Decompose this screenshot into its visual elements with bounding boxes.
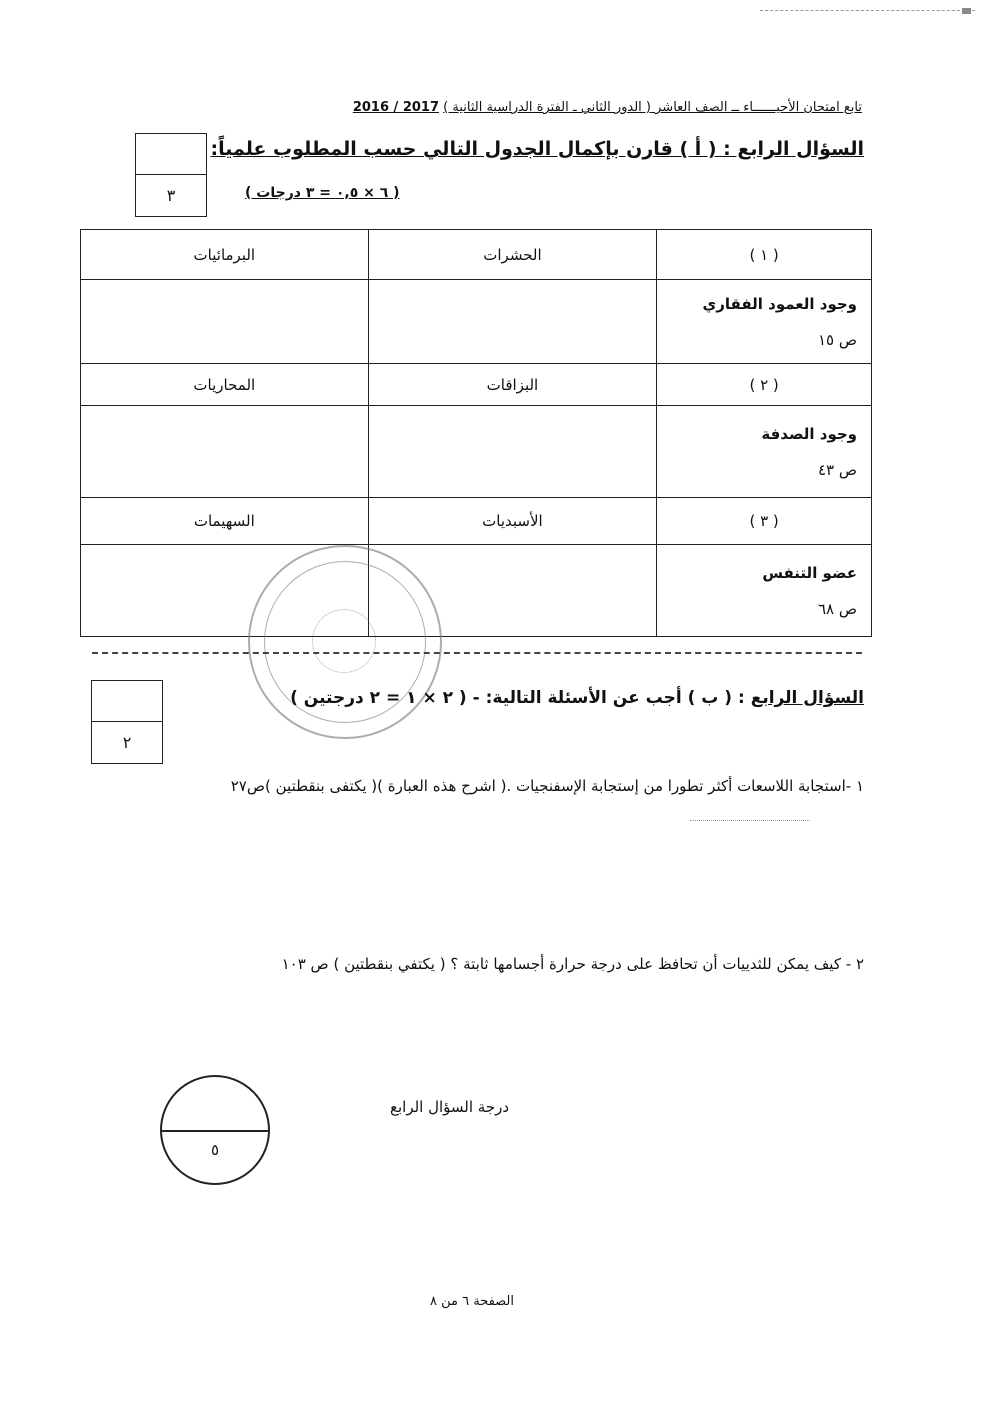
question-b-title-prefix: السؤال الرابع bbox=[750, 688, 864, 708]
grade-label: درجة السؤال الرابع bbox=[390, 1098, 510, 1116]
row-2-label: وجود الصدفة bbox=[761, 424, 857, 443]
row-3-label: عضو التنفس bbox=[762, 563, 857, 582]
score-box-a-blank bbox=[136, 134, 206, 175]
row-2-criterion bbox=[657, 406, 872, 498]
row-2-answer-col2[interactable] bbox=[81, 406, 369, 498]
row-1-col2: البرمائيات bbox=[81, 230, 369, 280]
row-3-number: ( ٣ ) bbox=[657, 498, 872, 545]
section-separator bbox=[92, 652, 862, 654]
row-2-answer-col1[interactable] bbox=[368, 406, 657, 498]
question-b-title bbox=[290, 688, 864, 708]
grade-circle bbox=[160, 1075, 270, 1185]
grade-circle-divider bbox=[162, 1130, 268, 1132]
comparison-table bbox=[80, 229, 872, 637]
table-row-header-1 bbox=[81, 230, 872, 280]
score-box-a-value: ٣ bbox=[166, 186, 176, 205]
page-number: الصفحة ٦ من ٨ bbox=[430, 1294, 515, 1309]
table-row-answer-1 bbox=[81, 280, 872, 364]
row-3-criterion bbox=[657, 545, 872, 637]
grade-total: ٥ bbox=[210, 1141, 220, 1159]
question-a-marks: ( ٦ × ٠,٥ = ٣ درجات ) bbox=[245, 185, 400, 201]
score-box-b-value: ٢ bbox=[122, 733, 132, 752]
row-1-answer-col1[interactable] bbox=[368, 280, 657, 364]
answer-line-faint bbox=[690, 820, 810, 821]
row-3-page: ص ٦٨ bbox=[817, 599, 857, 618]
table-row-answer-3 bbox=[81, 545, 872, 637]
row-1-page: ص ١٥ bbox=[817, 330, 857, 349]
row-1-answer-col2[interactable] bbox=[81, 280, 369, 364]
table-row-answer-2 bbox=[81, 406, 872, 498]
exam-header-text: تابع امتحان الأحيــــــاء ــ الصف العاشر ( الدور الثاني ـ الفترة الدراسية الثانية ) bbox=[443, 100, 862, 115]
row-3-col2: السهيمات bbox=[81, 498, 369, 545]
table-row-header-2 bbox=[81, 364, 872, 406]
row-2-col1: البزاقات bbox=[368, 364, 657, 406]
exam-header bbox=[182, 100, 862, 115]
row-1-label: وجود العمود الفقاري bbox=[702, 294, 857, 313]
question-b-1: ١ -استجابة اللاسعات أكثر تطورا من إستجابة الإسفنجيات .( اشرح هذه العبارة )( يكتفى بنقطتين )ص٢٧ bbox=[230, 777, 864, 795]
scan-artifact-line bbox=[760, 10, 975, 11]
row-1-criterion bbox=[657, 280, 872, 364]
table-row-header-3 bbox=[81, 498, 872, 545]
row-3-col1: الأسبديات bbox=[368, 498, 657, 545]
score-box-a bbox=[135, 133, 207, 217]
scan-artifact-dot bbox=[962, 8, 971, 14]
row-2-number: ( ٢ ) bbox=[657, 364, 872, 406]
row-2-col2: المحاريات bbox=[81, 364, 369, 406]
question-b-title-rest: : ( ب ) أجب عن الأسئلة التالية: - ( ٢ × ١ = ٢ درجتين ) bbox=[290, 688, 751, 708]
official-stamp bbox=[248, 545, 442, 739]
score-box-b bbox=[91, 680, 163, 764]
row-1-col1: الحشرات bbox=[368, 230, 657, 280]
question-a-title: السؤال الرابع : ( أ ) قارن بإكمال الجدول التالي حسب المطلوب علمياً: bbox=[210, 138, 864, 160]
exam-years: 2017 / 2016 bbox=[352, 100, 440, 115]
question-b-2: ٢ - كيف يمكن للثدييات أن تحافظ على درجة حرارة أجسامها ثابتة ؟ ( يكتفي بنقطتين ) ص ١٠٣ bbox=[281, 955, 864, 973]
row-2-page: ص ٤٣ bbox=[817, 460, 857, 479]
score-box-b-blank bbox=[92, 681, 162, 722]
row-1-number: ( ١ ) bbox=[657, 230, 872, 280]
